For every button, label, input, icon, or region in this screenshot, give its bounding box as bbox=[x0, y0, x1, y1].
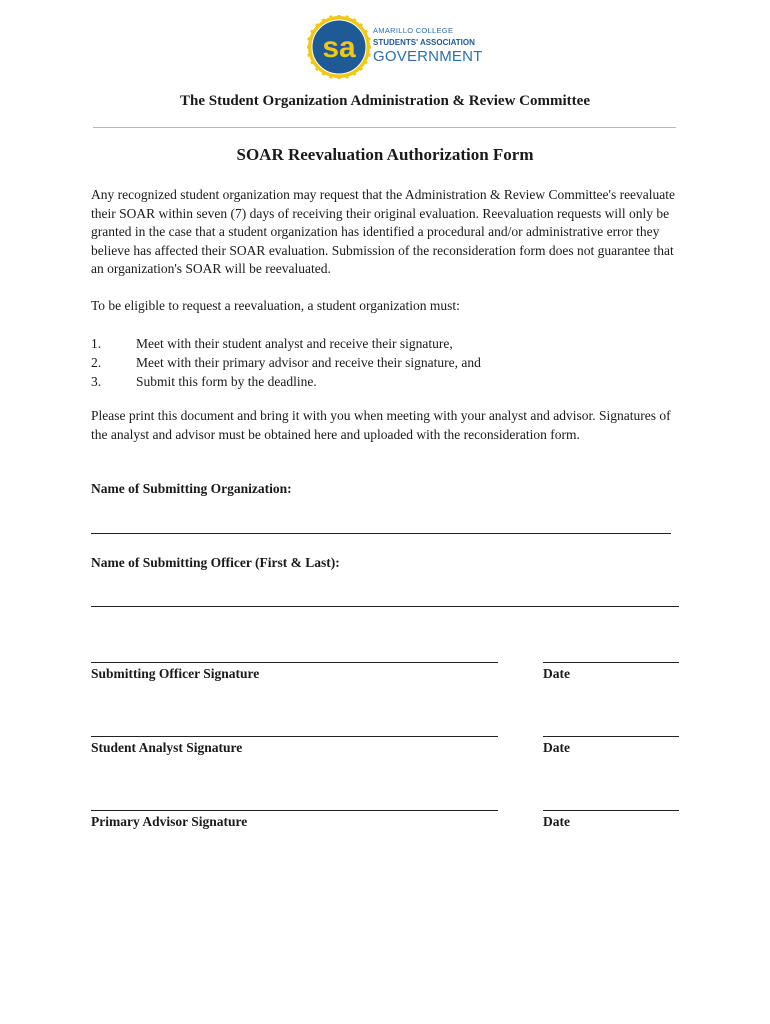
header-divider bbox=[93, 127, 676, 128]
officer-signature-label: Submitting Officer Signature bbox=[91, 666, 260, 681]
eligibility-paragraph: To be eligible to request a reevaluation, a student organization must: bbox=[91, 298, 460, 313]
requirements-list bbox=[91, 334, 677, 391]
list-item bbox=[91, 372, 677, 391]
list-item bbox=[91, 334, 677, 353]
analyst-signature-line[interactable] bbox=[91, 736, 498, 737]
sa-badge-icon bbox=[307, 15, 371, 79]
analyst-date-line[interactable] bbox=[543, 736, 679, 737]
officer-date-line[interactable] bbox=[543, 662, 679, 663]
list-item bbox=[91, 353, 677, 372]
organization-name-label: Name of Submitting Organization: bbox=[91, 481, 292, 496]
logo-line-association: STUDENTS' ASSOCIATION bbox=[373, 38, 475, 47]
advisor-signature-label: Primary Advisor Signature bbox=[91, 814, 248, 829]
intro-paragraph: Any recognized student organization may request that the Administration & Review Committee's reevaluate their SOAR within seven (7) days of receiving their original evaluation. Reevaluation requests will only be granted in the case that a student organization has identified a procedural and/or administrative error they believe has affected their SOAR evaluation. Submission of the reconsideration form does not guarantee that an organization's SOAR will be reevaluated. bbox=[91, 187, 676, 276]
analyst-signature-label: Student Analyst Signature bbox=[91, 740, 243, 755]
advisor-signature-line[interactable] bbox=[91, 810, 498, 811]
list-item-text: Meet with their student analyst and receive their signature, bbox=[136, 336, 453, 351]
list-item-number: 1. bbox=[91, 336, 102, 351]
form-title: SOAR Reevaluation Authorization Form bbox=[236, 145, 534, 164]
committee-heading: The Student Organization Administration & Review Committee bbox=[180, 93, 590, 109]
logo-wordmark bbox=[373, 26, 483, 65]
advisor-date-line[interactable] bbox=[543, 810, 679, 811]
list-item-text: Meet with their primary advisor and receive their signature, and bbox=[136, 355, 481, 370]
organization-name-field[interactable] bbox=[91, 533, 671, 534]
list-item-number: 3. bbox=[91, 374, 102, 389]
advisor-date-label: Date bbox=[543, 814, 570, 829]
officer-signature-line[interactable] bbox=[91, 662, 498, 663]
officer-name-field[interactable] bbox=[91, 606, 679, 607]
instructions-paragraph: Please print this document and bring it with you when meeting with your analyst and advisor. Signatures of the analyst and advisor must be obtained here and uploaded with the reconsideration form. bbox=[91, 408, 671, 442]
officer-name-label: Name of Submitting Officer (First & Last): bbox=[91, 555, 340, 570]
list-item-number: 2. bbox=[91, 355, 102, 370]
sa-badge-text: sa bbox=[322, 31, 356, 64]
logo-line-government: GOVERNMENT bbox=[373, 48, 483, 65]
logo-line-college: AMARILLO COLLEGE bbox=[373, 26, 454, 35]
officer-date-label: Date bbox=[543, 666, 570, 681]
analyst-date-label: Date bbox=[543, 740, 570, 755]
list-item-text: Submit this form by the deadline. bbox=[136, 374, 317, 389]
sa-logo bbox=[307, 15, 483, 79]
